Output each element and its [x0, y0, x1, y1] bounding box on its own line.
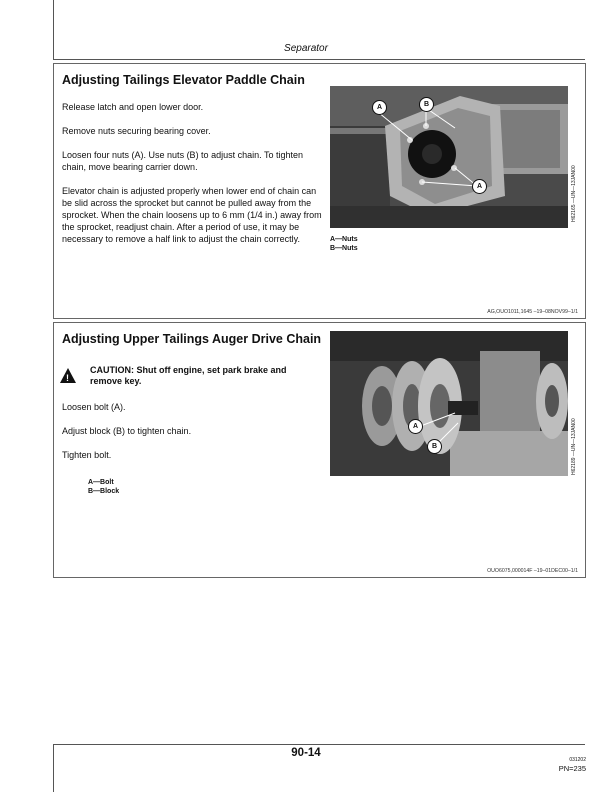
elevator-chain-photo [330, 86, 568, 228]
auger-drive-illustration [330, 331, 568, 476]
legend-item: B—Block [88, 488, 120, 495]
section-title: Adjusting Upper Tailings Auger Drive Chain [62, 332, 322, 346]
reference-code: AG,OUO1011,1645 –19–08NOV99–1/1 [487, 309, 578, 315]
legend-item: B—Nuts [330, 245, 358, 252]
callout-b: B [427, 439, 442, 454]
caution-exclamation: ! [66, 373, 69, 383]
page-number: 90-14 [291, 747, 321, 759]
photo-id: H62189 —UN—13JAN00 [571, 418, 577, 475]
footer-divider [53, 744, 585, 745]
header-divider [53, 59, 585, 60]
auger-drive-photo [330, 331, 568, 476]
callout-b: B [419, 97, 434, 112]
instruction-paragraph: Tighten bolt. [62, 450, 112, 460]
part-number: PN=235 [558, 764, 586, 773]
legend-item: A—Bolt [88, 479, 114, 486]
callout-a: A [408, 419, 423, 434]
photo-id: H62165 —UN—13JAN00 [571, 165, 577, 222]
caution-text: CAUTION: Shut off engine, set park brake and remove key. [90, 365, 287, 386]
instruction-paragraph: Remove nuts securing bearing cover. [62, 126, 211, 136]
instruction-paragraph: Release latch and open lower door. [62, 102, 204, 112]
section-header: Separator [284, 43, 328, 54]
reference-code: OUO6075,000014F –19–01DEC00–1/1 [487, 568, 578, 574]
legend-item: A—Nuts [330, 236, 358, 243]
instruction-paragraph: Adjust block (B) to tighten chain. [62, 426, 192, 436]
instruction-paragraph: Elevator chain is adjusted properly when lower end of chain can be slid across the sprocket but cannot be pulled away from the sprocket. When the chain loosens up to 6 mm (1/4 in.) away from the sprocket, readjust chain. After a period of use, it may be necessary to remove a half link to adjust the chain correctly. [62, 186, 322, 244]
section-title: Adjusting Tailings Elevator Paddle Chain [62, 73, 305, 87]
elevator-chain-illustration [330, 86, 568, 228]
callout-a: A [372, 100, 387, 115]
instruction-paragraph: Loosen bolt (A). [62, 402, 126, 412]
instruction-paragraph: Loosen four nuts (A). Use nuts (B) to adjust chain. To tighten chain, move bearing carrier down. [62, 150, 303, 172]
callout-a: A [472, 179, 487, 194]
date-code: 031202 [569, 757, 586, 763]
